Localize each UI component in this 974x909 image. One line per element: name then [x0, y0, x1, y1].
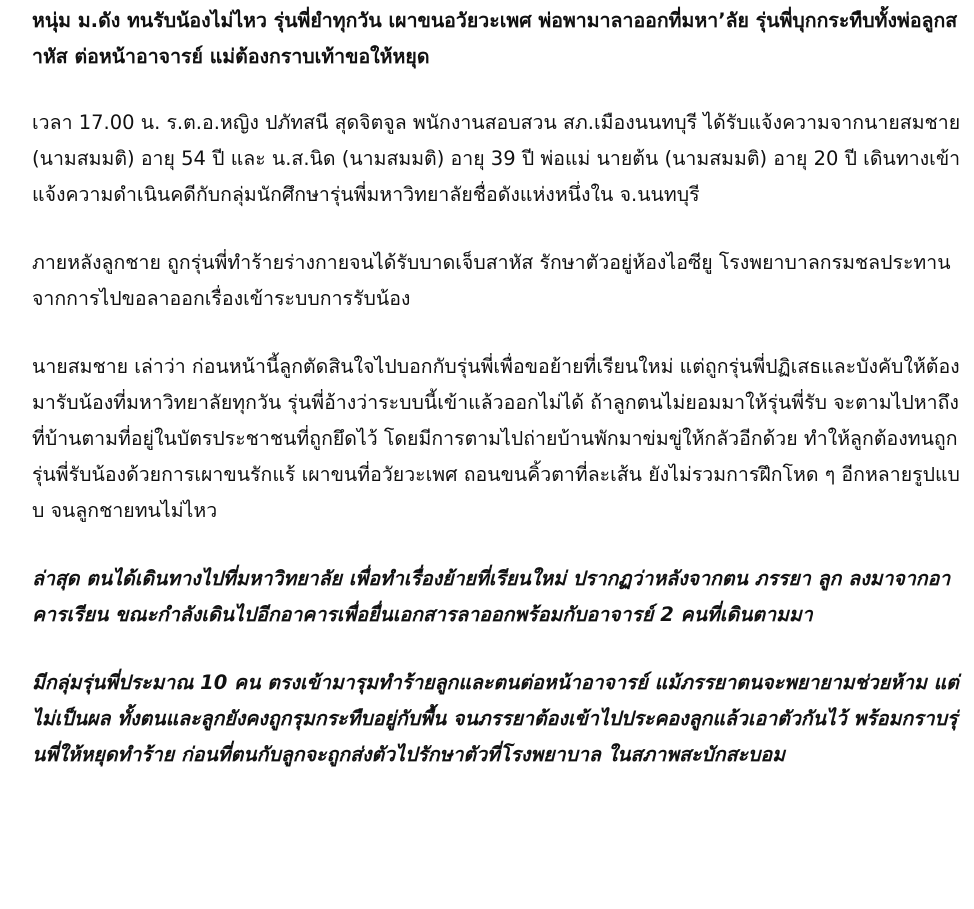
article-emphasized-paragraph: มีกลุ่มรุ่นพี่ประมาณ 10 คน ตรงเข้ามารุมทำร้ายลูกและตนต่อหน้าอาจารย์ แม้ภรรยาตนจะพยายามช่วยห้าม แต่ไม่เป็นผล ทั้งตนและลูกยังคงถูกรุมกระทืบอยู่กับพื้น จนภรรยาต้องเข้าไปประคองลูกแล้วเอาตัวกันไว้ พร้อมกราบรุ่นพี่ให้หยุดทำร้าย ก่อนที่ตนกับลูกจะถูกส่งตัวไปรักษาตัวที่โรงพยาบาล ในสภาพสะบักสะบอม — [32, 671, 959, 766]
article-paragraph: นายสมชาย เล่าว่า ก่อนหน้านี้ลูกตัดสินใจไปบอกกับรุ่นพี่เพื่อขอย้ายที่เรียนใหม่ แต่ถูกรุ่นพี่ปฏิเสธและบังคับให้ต้องมารับน้องที่มหาวิทยาลัยทุกวัน รุ่นพี่อ้างว่าระบบนี้เข้าแล้วออกไม่ได้ ถ้าลูกตนไม่ยอมมาให้รุ่นพี่รับ จะตามไปหาถึงที่บ้านตามที่อยู่ในบัตรประชาชนที่ถูกยึดไว้ โดยมีการตามไปถ่ายบ้านพักมาข่มขู่ให้กลัวอีกด้วย ทำให้ลูกต้องทนถูกรุ่นพี่รับน้องด้วยการเผาขนรักแร้ เผาขนที่อวัยวะเพศ ถอนขนคิ้วตาที่ละเส้น ยังไม่รวมการฝึกโหด ๆ อีกหลายรูปแบบ จนลูกชายทนไม่ไหว — [32, 355, 960, 522]
article-paragraph: ภายหลังลูกชาย ถูกรุ่นพี่ทำร้ายร่างกายจนได้รับบาดเจ็บสาหัส รักษาตัวอยู่ห้องไอซียู โรงพยาบาลกรมชลประทาน จากการไปขอลาออกเรื่องเข้าระบบการรับน้อง — [32, 251, 951, 310]
article-emphasized-paragraph: ล่าสุด ตนได้เดินทางไปที่มหาวิทยาลัย เพื่อทำเรื่องย้ายที่เรียนใหม่ ปรากฏว่าหลังจากตน ภรรยา ลูก ลงมาจากอาคารเรียน ขณะกำลังเดินไปอีกอาคารเพื่อยื่นเอกสารลาออกพร้อมกับอาจารย์ 2 คนที่เดินตามมา — [32, 567, 951, 626]
article-headline: หนุ่ม ม.ดัง ทนรับน้องไม่ไหว รุ่นพี่ยำทุกวัน เผาขนอวัยวะเพศ พ่อพามาลาออกที่มหา’ลัย รุ่นพี่บุกกระทืบทั้งพ่อลูกสาหัส ต่อหน้าอาจารย์ แม่ต้องกราบเท้าขอให้หยุด — [32, 9, 958, 68]
article-paragraph: เวลา 17.00 น. ร.ต.อ.หญิง ปภัทสนี สุดจิตจูล พนักงานสอบสวน สภ.เมืองนนทบุรี ได้รับแจ้งความจากนายสมชาย (นามสมมติ) อายุ 54 ปี และ น.ส.นิด (นามสมมติ) อายุ 39 ปี พ่อแม่ นายต้น (นามสมมติ) อายุ 20 ปี เดินทางเข้าแจ้งความดำเนินคดีกับกลุ่มนักศึกษารุ่นพี่มหาวิทยาลัยชื่อดังแห่งหนึ่งใน จ.นนทบุรี — [32, 111, 961, 206]
